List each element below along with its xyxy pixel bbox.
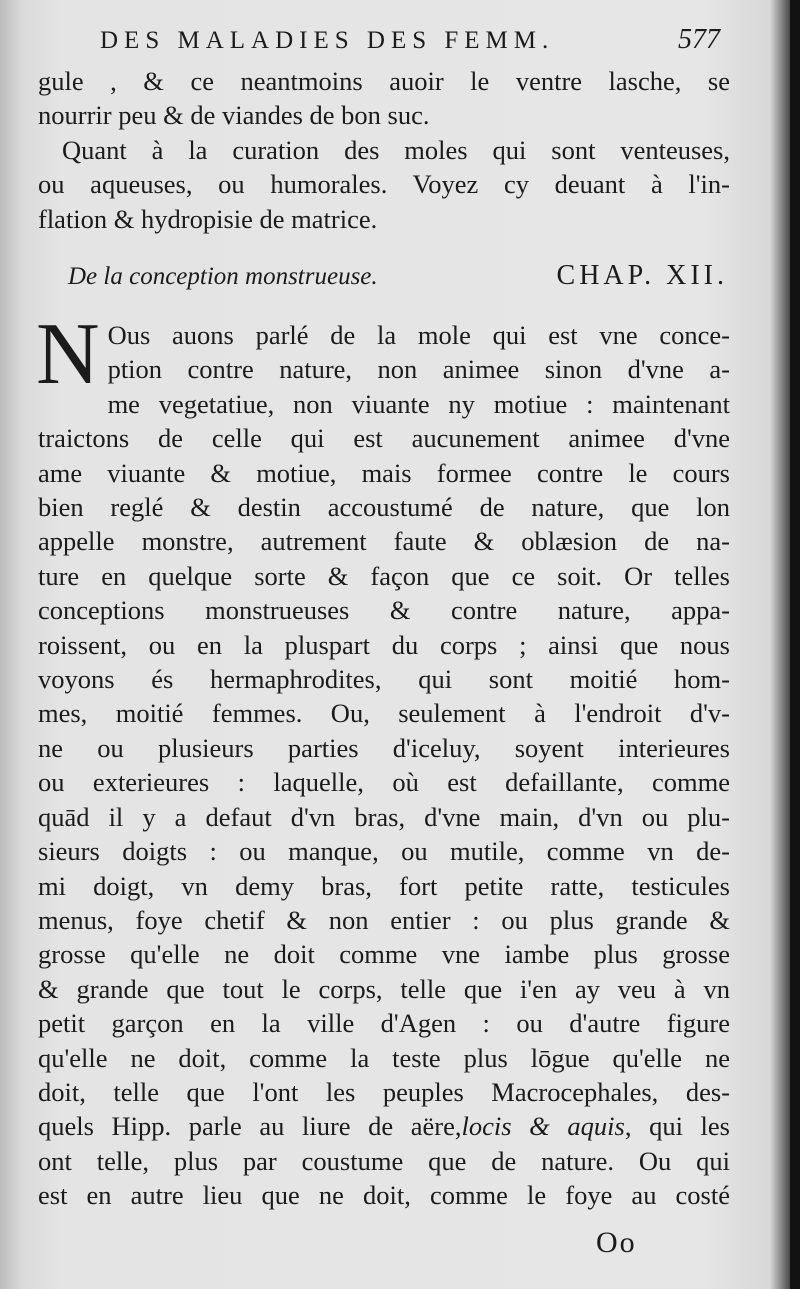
text-line: mi doigt, vn demy bras, fort petite ratte, testicules <box>38 870 730 901</box>
text-line: doit, telle que l'ont les peuples Macrocephales, des- <box>38 1076 730 1107</box>
text-line: nourrir peu & de viandes de bon suc. <box>38 100 430 131</box>
text-line: sieurs doigts : ou manque, ou mutile, comme vn de- <box>38 836 730 867</box>
running-title: DES MALADIES DES FEMM. <box>100 27 555 54</box>
text-line: grosse qu'elle ne doit comme vne iambe plus grosse <box>38 939 730 970</box>
text-line: roissent, ou en la pluspart du corps ; ainsi que nous <box>38 629 730 660</box>
text-line: traictons de celle qui est aucunement animee d'vne <box>38 423 730 454</box>
chapter-number: CHAP. XII. <box>556 260 728 291</box>
text-line: est en autre lieu que ne doit, comme le foye au costé <box>38 1180 730 1211</box>
text-line: Quant à la curation des moles qui sont venteuses, <box>62 134 730 165</box>
text-line: flation & hydropisie de matrice. <box>38 203 378 234</box>
binding-shadow <box>790 0 800 1289</box>
text-line: ont telle, plus par coustume que de nature. Ou qui <box>38 1145 730 1176</box>
text-line: ame viuante & motiue, mais formee contre le cours <box>38 457 730 488</box>
text-line: & grande que tout le corps, telle que i'en ay veu à vn <box>38 973 730 1004</box>
italic-phrase: locis & aquis <box>461 1111 625 1142</box>
text-line: appelle monstre, autrement faute & oblæsion de na- <box>38 526 730 557</box>
page-number: 577 <box>678 24 720 55</box>
chapter-title: De la conception monstrueuse. <box>68 263 378 290</box>
text-line: gule , & ce neantmoins auoir le ventre lasche, se <box>38 66 730 96</box>
text-line: menus, foye chetif & non entier : ou plus grande & <box>38 904 730 935</box>
text-line: voyons és hermaphrodites, qui sont moitié hom- <box>38 664 730 695</box>
top-paragraph <box>38 64 730 236</box>
text-line: me vegetatiue, non viuante ny motiue : maintenant <box>107 388 730 419</box>
text-line: mes, moitié femmes. Ou, seulement à l'endroit d'v- <box>38 698 730 729</box>
text-line: ou aqueuses, ou humorales. Voyez cy deuant à l'in- <box>38 169 730 200</box>
chapter-body <box>36 306 730 1213</box>
text-line: qu'elle ne doit, comme la teste plus lōgue qu'elle ne <box>38 1042 730 1073</box>
text-line: Ous auons parlé de la mole qui est vne conce- <box>107 320 730 350</box>
text-line: bien reglé & destin accoustumé de nature, que lon <box>38 492 730 523</box>
signature-mark: Oo <box>596 1226 637 1259</box>
text-line: ne ou plusieurs parties d'iceluy, soyent interieures <box>38 732 730 763</box>
text-segment: quels Hipp. parle au liure de aëre, <box>38 1111 462 1142</box>
text-line: ture en quelque sorte & façon que ce soit. Or telles <box>38 560 730 591</box>
page-header <box>100 24 720 64</box>
text-line: ption contre nature, non animee sinon d'vne a- <box>107 354 730 385</box>
text-segment: , qui les <box>624 1111 730 1142</box>
chapter-heading <box>68 260 728 304</box>
text-line: ou exterieures : laquelle, où est defaillante, comme <box>38 767 730 798</box>
text-line-with-italic <box>38 1109 730 1143</box>
drop-cap: N <box>36 306 100 403</box>
text-line: conceptions monstrueuses & contre nature, appa- <box>38 595 730 626</box>
text-line: quād il y a defaut d'vn bras, d'vne main, d'vn ou plu- <box>38 801 730 832</box>
text-line: petit garçon en la ville d'Agen : ou d'autre figure <box>38 1008 730 1039</box>
